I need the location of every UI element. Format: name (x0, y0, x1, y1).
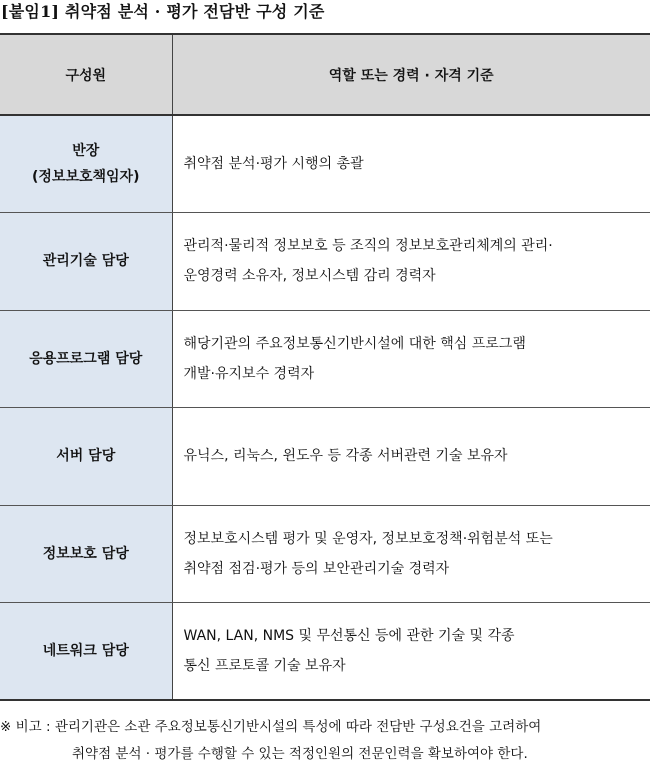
document-title: [붙임1] 취약점 분석 · 평가 전담반 구성 기준 (1, 2, 325, 21)
role-cell (0, 505, 172, 602)
column-header-role-criteria: 역할 또는 경력 · 자격 기준 (172, 34, 650, 115)
table-row (0, 407, 650, 505)
table-row (0, 310, 650, 407)
description-line: 해당기관의 주요정보통신기반시설에 대한 핵심 프로그램 (183, 335, 526, 352)
description-line: WAN, LAN, NMS 및 무선통신 등에 관한 기술 및 각종 (183, 627, 515, 644)
description-cell (172, 310, 650, 407)
description-line: 관리적·물리적 정보보호 등 조직의 정보보호관리체계의 관리· (183, 238, 553, 254)
remark-line: 취약점 분석 · 평가를 수행할 수 있는 적정인원의 전문인력을 확보하여야 한다. (72, 746, 528, 762)
table-row (0, 602, 650, 700)
role-name: 관리기술 담당 (42, 253, 129, 269)
role-name: 네트워크 담당 (42, 642, 129, 659)
remark-line: ※ 비고 : 관리기관은 소관 주요정보통신기반시설의 특성에 따라 전담반 구성요건을 고려하여 (0, 719, 542, 735)
column-header-member: 구성원 (0, 34, 172, 115)
team-composition-table (0, 33, 650, 701)
table-row (0, 115, 650, 212)
role-qualifier: (정보보호책임자) (32, 168, 140, 185)
role-cell (0, 212, 172, 310)
description-line: 취약점 분석·평가 시행의 총괄 (183, 155, 364, 172)
description-line: 통신 프로토콜 기술 보유자 (183, 657, 346, 674)
description-cell (172, 602, 650, 700)
description-line: 개발·유지보수 경력자 (183, 365, 315, 382)
description-line: 정보보호시스템 평가 및 운영자, 정보보호정책·위험분석 또는 (183, 530, 553, 547)
description-cell (172, 212, 650, 310)
role-name: 서버 담당 (56, 448, 116, 464)
role-name: 반장 (72, 142, 100, 159)
table-row (0, 505, 650, 602)
remark-note (0, 714, 654, 768)
description-line: 유닉스, 리눅스, 윈도우 등 각종 서버관련 기술 보유자 (183, 448, 508, 464)
description-cell (172, 115, 650, 212)
description-line: 취약점 점검·평가 등의 보안관리기술 경력자 (183, 560, 450, 577)
table-row (0, 212, 650, 310)
description-line: 운영경력 소유자, 정보시스템 감리 경력자 (183, 268, 436, 284)
role-cell (0, 310, 172, 407)
role-cell (0, 115, 172, 212)
description-cell (172, 407, 650, 505)
role-cell (0, 602, 172, 700)
role-cell (0, 407, 172, 505)
role-name: 정보보호 담당 (42, 545, 129, 562)
description-cell (172, 505, 650, 602)
table-header-row (0, 34, 650, 115)
role-name: 응용프로그램 담당 (29, 350, 143, 367)
